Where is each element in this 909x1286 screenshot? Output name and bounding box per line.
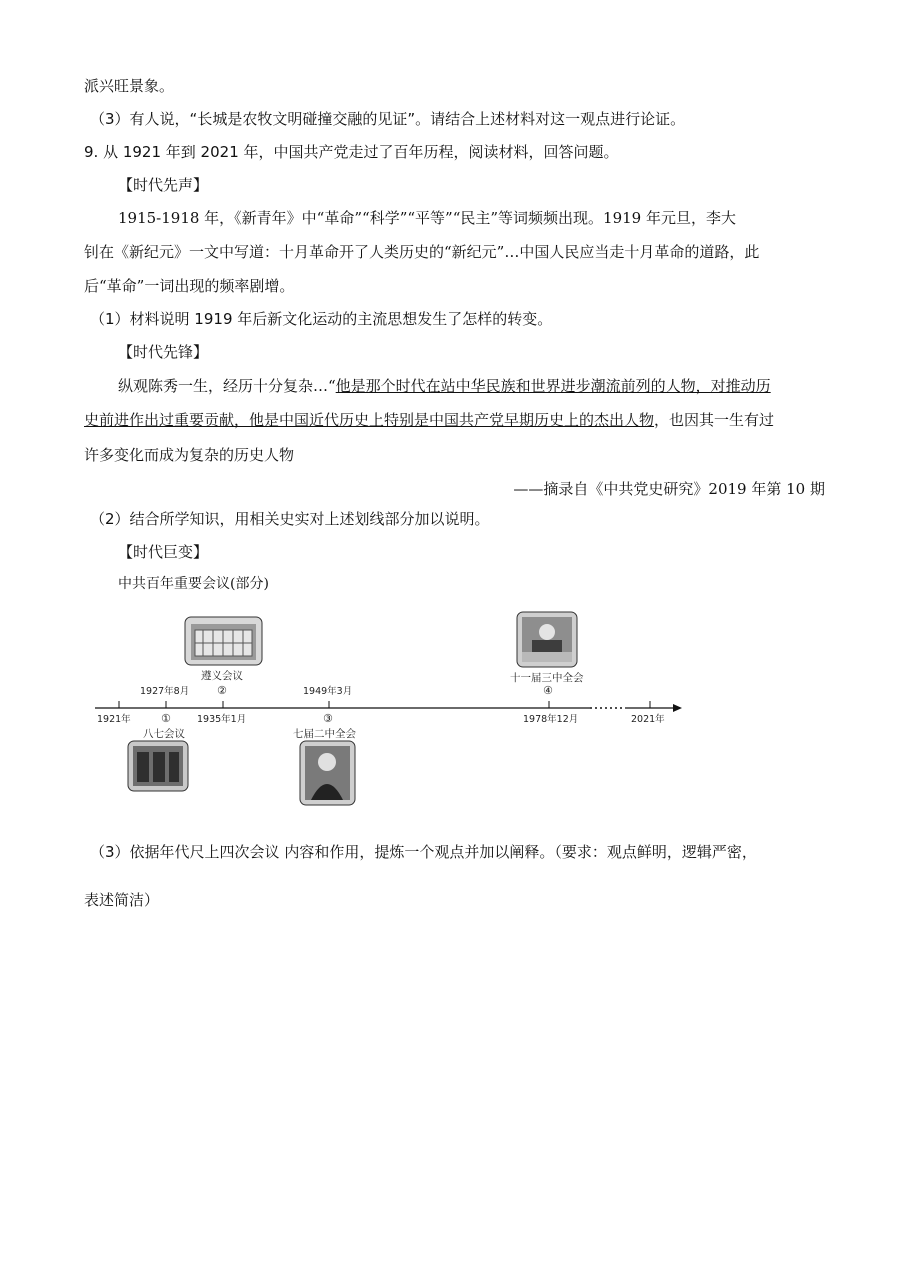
meeting-name: 十一届三中全会	[510, 672, 584, 684]
question-text: （1）材料说明 1919 年后新文化运动的主流思想发生了怎样的转变。	[90, 310, 553, 328]
section-heading: 【时代巨变】	[118, 543, 209, 561]
material-text-plain: 纵观陈秀一生，经历十分复杂…“	[118, 377, 336, 395]
event-date-label: 1978年12月	[523, 714, 579, 725]
timeline-figure	[85, 600, 690, 810]
event-number: ②	[217, 684, 227, 697]
event-date-label: 1949年3月	[303, 686, 353, 697]
text-line: 派兴旺景象。	[84, 77, 175, 95]
event-date-label: 1927年8月	[140, 686, 190, 697]
year-end-label: 2021年	[631, 714, 665, 725]
event-number: ①	[161, 712, 171, 725]
year-start-label: 1921年	[97, 714, 131, 725]
question-heading: 9. 从 1921 年到 2021 年，中国共产党走过了百年历程，阅读材料，回答问题。	[84, 143, 619, 161]
underlined-text: 他是那个时代在站中华民族和世界进步潮流前列的人物，对推动历	[335, 377, 771, 395]
section-heading: 【时代先声】	[118, 176, 209, 194]
second-plenum-photo	[300, 741, 355, 805]
meeting-name: 七届二中全会	[293, 728, 356, 740]
bayi-photo	[128, 741, 188, 791]
question-text: （3）依据年代尺上四次会议 内容和作用，提炼一个观点并加以阐释。（要求：观点鲜明，逻辑严密，	[90, 843, 757, 861]
source-citation: ——摘录自《中共党史研究》2019 年第 10 期	[513, 480, 825, 498]
material-text: 后“革命”一词出现的频率剧增。	[84, 277, 295, 295]
event-number: ③	[323, 712, 333, 725]
material-text-plain: ，也因其一生有过	[654, 411, 775, 429]
timeline-title: 中共百年重要会议(部分)	[118, 576, 269, 592]
question-text: （2）结合所学知识，用相关史实对上述划线部分加以说明。	[90, 510, 490, 528]
question-text: （3）有人说，“长城是农牧文明碰撞交融的见证”。请结合上述材料对这一观点进行论证。	[90, 110, 686, 128]
timeline-arrow	[673, 704, 682, 712]
material-text: 许多变化而成为复杂的历史人物	[84, 446, 295, 464]
material-text	[118, 376, 771, 396]
meeting-name: 八七会议	[143, 728, 185, 740]
meeting-name: 遵义会议	[201, 670, 243, 682]
section-heading: 【时代先锋】	[118, 343, 209, 361]
event-date-label: 1935年1月	[197, 714, 247, 725]
underlined-text: 史前进作出过重要贡献，他是中国近代历史上特别是中国共产党早期历史上的杰出人物	[84, 411, 655, 429]
third-plenum-photo	[517, 612, 577, 667]
material-text	[84, 410, 774, 430]
material-text: 钊在《新纪元》一文中写道：十月革命开了人类历史的“新纪元”…中国人民应当走十月革命的道路，此	[84, 243, 760, 261]
material-text: 1915-1918 年，《新青年》中“革命”“科学”“平等”“民主”等词频频出现。1919 年元旦，李大	[118, 209, 736, 227]
zunyi-photo	[185, 617, 262, 665]
question-text: 表述简洁）	[84, 891, 160, 909]
event-number: ④	[543, 684, 553, 697]
